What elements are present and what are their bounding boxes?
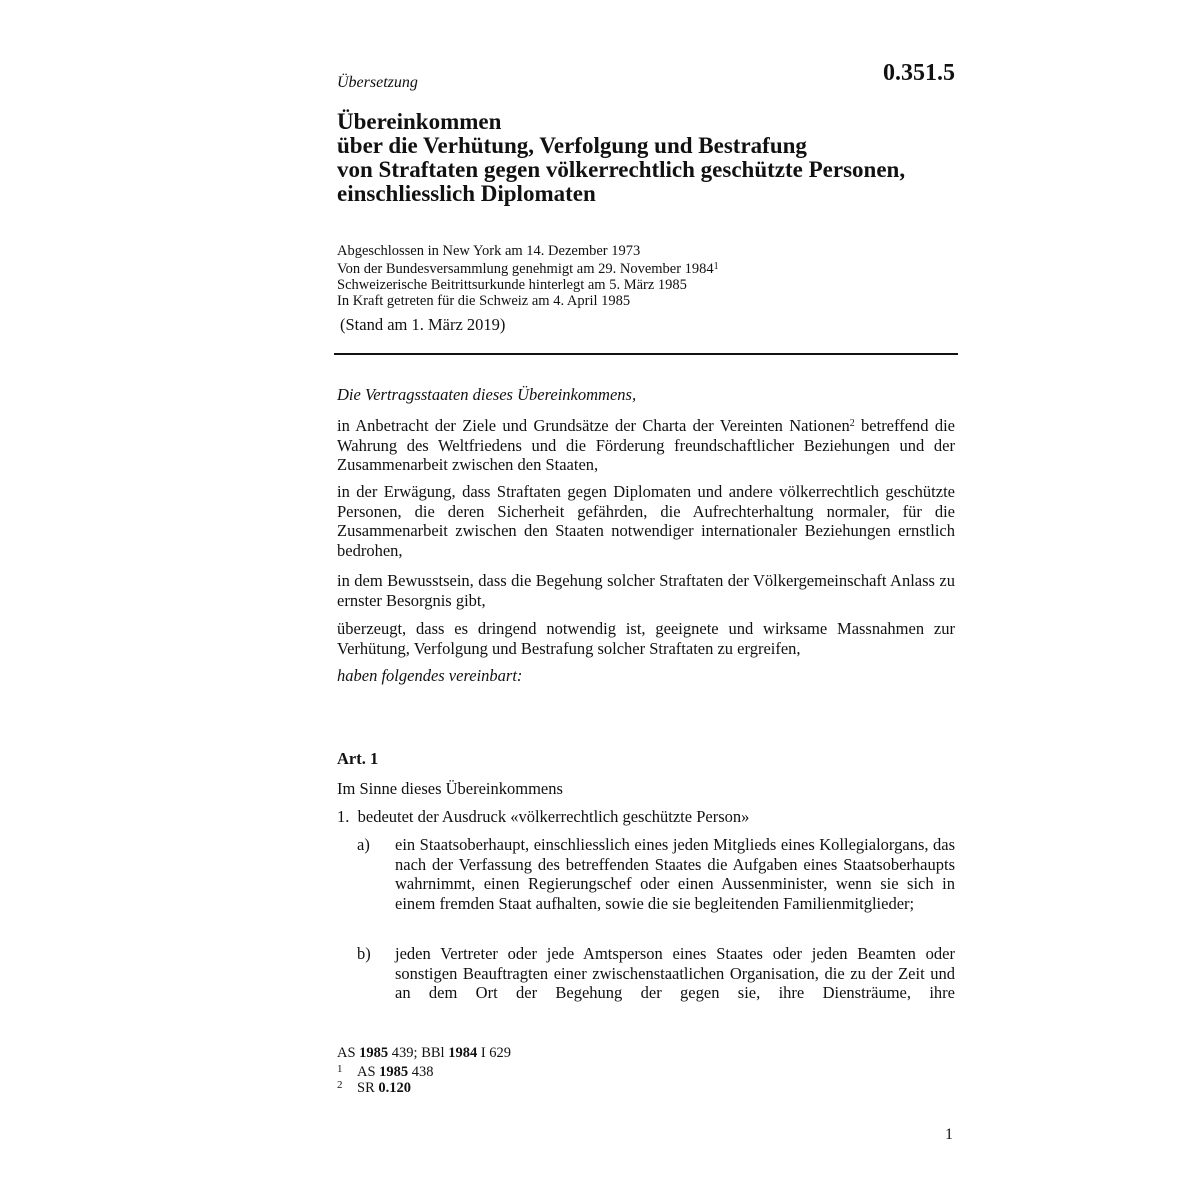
preamble-intro: Die Vertragsstaaten dieses Übereinkommens,	[337, 385, 637, 404]
title-line: Übereinkommen	[337, 109, 502, 134]
treaty-metadata	[337, 243, 719, 309]
sub-item-label: b)	[357, 944, 371, 963]
sub-item-text: jeden Vertreter oder jede Amtsperson eines Staates oder jeden Beamten oder sonstigen Beauftragten einer zwischenstaatlichen Organisation, die zu der Zeit und an dem Ort der Begehung der gegen sie, ihre Diensträume, ihre	[395, 944, 955, 1002]
meta-in-force: In Kraft getreten für die Schweiz am 4. April 1985	[337, 293, 631, 309]
preamble-paragraph: in dem Bewusstsein, dass die Begehung solcher Straftaten der Völkergemeinschaft Anlass zu ernster Besorgnis gibt,	[337, 571, 955, 610]
title-line: von Straftaten gegen völkerrechtlich geschützte Personen,	[337, 157, 906, 182]
footnote-ref[interactable]: 2	[849, 418, 855, 429]
translation-label: Übersetzung	[337, 74, 418, 91]
article-item: 1. bedeutet der Ausdruck «völkerrechtlich geschützte Person»	[337, 807, 750, 826]
status-date: (Stand am 1. März 2019)	[340, 315, 506, 334]
meta-deposited: Schweizerische Beitrittsurkunde hinterlegt am 5. März 1985	[337, 277, 687, 293]
preamble-paragraph: in Anbetracht der Ziele und Grundsätze der Charta der Vereinten Nationen$^2$ betreffend die Wahrung des Weltfriedens und die Förderung freundschaftlicher Beziehungen und der Zusammenarbeit zwischen den Staaten,	[337, 416, 955, 474]
meta-concluded: Abgeschlossen in New York am 14. Dezember 1973	[337, 243, 641, 259]
sub-item-text: ein Staatsoberhaupt, einschliesslich eines jeden Mitglieds eines Kollegialorgans, das nach der Verfassung des betreffenden Staates die Aufgaben eines Staatsoberhaupts wahrnimmt, einen Regierungschef oder einen Aussenminister, wenn sie sich in einem fremden Staat aufhalten, sowie die sie begleitenden Familienmitglieder;	[395, 835, 955, 913]
publication-reference: AS 1985 439; BBl 1984 I 629	[337, 1045, 512, 1061]
preamble-paragraph: überzeugt, dass es dringend notwendig ist, geeignete und wirksame Massnahmen zur Verhütung, Verfolgung und Bestrafung solcher Straftaten zu ergreifen,	[337, 619, 955, 658]
article-intro: Im Sinne dieses Übereinkommens	[337, 779, 563, 798]
footnote-text: SR 0.120	[357, 1080, 411, 1096]
title-line: über die Verhütung, Verfolgung und Bestrafung	[337, 133, 807, 158]
document-title	[337, 110, 977, 206]
footnote-number: 2	[337, 1079, 343, 1091]
sub-item-label: a)	[357, 835, 370, 854]
title-line: einschliesslich Diplomaten	[337, 181, 596, 206]
page-number: 1	[945, 1126, 953, 1143]
article-heading: Art. 1	[337, 749, 379, 768]
footnote-ref[interactable]: 1	[713, 261, 719, 272]
header-divider	[334, 353, 958, 355]
footnote-number: 1	[337, 1063, 343, 1075]
meta-approved: Von der Bundesversammlung genehmigt am 29. November 1984$^1$	[337, 261, 719, 277]
footnote-text: AS 1985 438	[357, 1064, 434, 1080]
preamble-closing: haben folgendes vereinbart:	[337, 666, 523, 685]
sr-number: 0.351.5	[883, 60, 955, 86]
preamble-paragraph: in der Erwägung, dass Straftaten gegen Diplomaten und andere völkerrechtlich geschützte Personen, die deren Sicherheit gefährden, die Aufrechterhaltung normaler, für die Zusammenarbeit zwischen den Staaten notwendiger internationaler Beziehungen ernstlich bedrohen,	[337, 482, 955, 560]
